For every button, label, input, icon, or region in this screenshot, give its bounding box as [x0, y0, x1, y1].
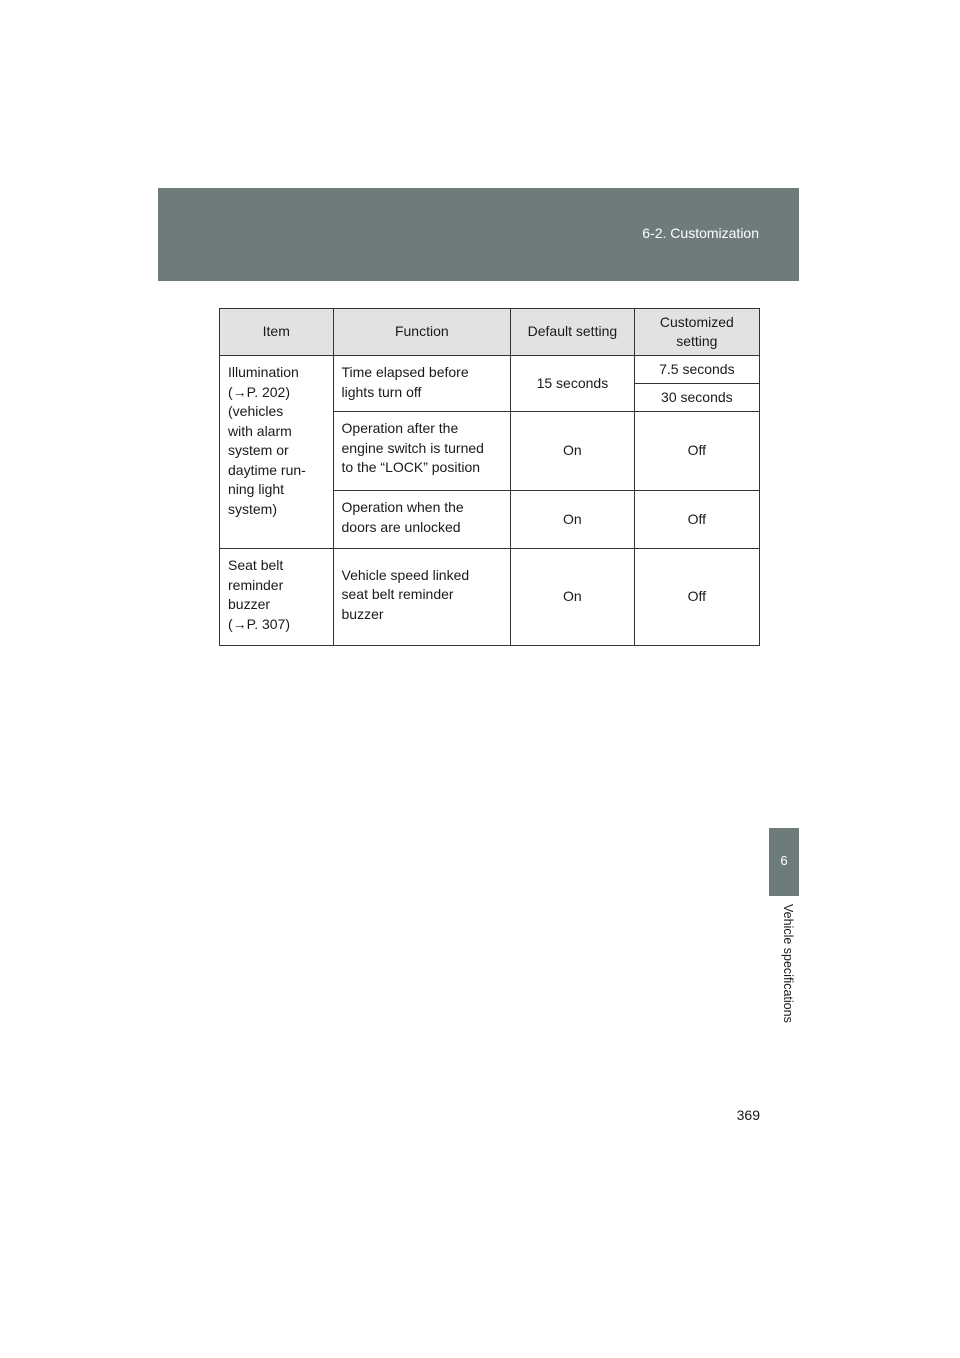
table-header-row — [220, 309, 760, 356]
default-time-elapsed: 15 seconds — [511, 356, 635, 412]
customized-operation-after: Off — [634, 412, 759, 491]
header-customized-text: Customized setting — [659, 313, 734, 349]
item-line: (vehicles — [228, 403, 284, 419]
item-line: reminder — [228, 576, 284, 593]
item-line: system or — [228, 442, 289, 458]
default-operation-when: On — [511, 491, 635, 549]
item-line: (→P. 307) — [228, 615, 290, 632]
function-line: engine switch is turned — [341, 439, 484, 456]
chapter-tab — [769, 828, 799, 896]
function-line: doors are unlocked — [341, 518, 461, 535]
function-line: lights turn off — [341, 383, 422, 400]
item-line: (→P. 202) — [228, 383, 290, 400]
function-line: Time elapsed before — [341, 364, 469, 380]
chapter-number: 6 — [780, 853, 788, 868]
function-line: Operation after the — [341, 420, 459, 436]
header-customized-setting — [634, 309, 759, 356]
default-operation-after: On — [511, 412, 635, 491]
function-line: seat belt reminder — [341, 586, 454, 603]
header-item: Item — [220, 309, 334, 356]
function-line: to the “LOCK” position — [341, 459, 481, 475]
item-line: daytime run- — [228, 461, 306, 478]
section-header-band — [158, 188, 799, 281]
customized-option-2: 30 seconds — [634, 384, 759, 412]
function-operation-when — [333, 491, 511, 549]
item-illumination — [220, 356, 334, 549]
function-seat-belt — [333, 549, 511, 646]
item-seat-belt — [220, 549, 334, 646]
function-time-elapsed — [333, 356, 511, 412]
function-operation-after — [333, 412, 511, 491]
default-seat-belt: On — [511, 549, 635, 646]
header-function: Function — [333, 309, 511, 356]
section-title: 6-2. Customization — [642, 225, 759, 241]
header-default-setting: Default setting — [511, 309, 635, 356]
customization-table — [219, 308, 760, 646]
function-line: Operation when the — [341, 499, 464, 515]
customized-operation-when: Off — [634, 491, 759, 549]
item-line: system) — [228, 500, 277, 517]
function-line: Vehicle speed linked — [341, 566, 470, 583]
customized-option-1: 7.5 seconds — [634, 356, 759, 384]
item-line: buzzer — [228, 596, 271, 612]
item-line: Seat belt — [228, 557, 284, 573]
item-line: ning light — [228, 481, 285, 497]
item-line: Illumination — [228, 364, 299, 380]
item-line: with alarm — [228, 422, 292, 439]
page-number: 369 — [736, 1107, 760, 1123]
customized-seat-belt: Off — [634, 549, 759, 646]
table-row — [220, 549, 760, 646]
function-line: buzzer — [341, 605, 384, 622]
table-row — [220, 356, 760, 384]
chapter-label: Vehicle specifications — [781, 904, 795, 1023]
